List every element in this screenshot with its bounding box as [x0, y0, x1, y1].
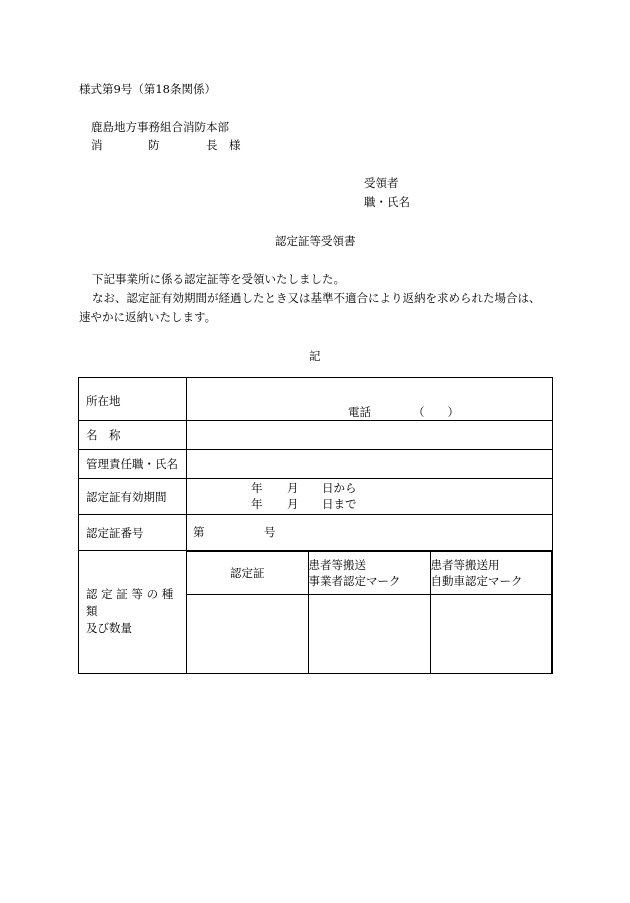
col-mark-line-2: 事業者認定マーク: [308, 574, 401, 588]
validity-from-year: 年: [251, 481, 263, 495]
name-field[interactable]: [187, 421, 553, 450]
types-grid: [187, 551, 552, 673]
cert-number-label: 認定証番号: [79, 515, 187, 551]
cert-number-field[interactable]: [187, 515, 553, 551]
address-field[interactable]: [187, 378, 553, 421]
phone-parens: （ ）: [413, 405, 459, 419]
mark-quantity-cell[interactable]: [308, 595, 430, 673]
validity-field[interactable]: [187, 479, 553, 515]
addressee-organization: 鹿島地方事務組合消防本部: [91, 120, 229, 134]
validity-to-day: 日まで: [322, 497, 357, 511]
vehicle-quantity-cell[interactable]: [430, 595, 552, 673]
validity-label: 認定証有効期間: [79, 479, 187, 515]
receiver-label: 受領者: [364, 176, 399, 190]
validity-to-month: 月: [287, 497, 299, 511]
phone-label: 電話: [348, 405, 371, 419]
col-vehicle-line-2: 自動車認定マーク: [430, 574, 523, 588]
col-vehicle-line-1: 患者等搬送用: [430, 558, 500, 572]
addressee-char-4: 様: [229, 138, 241, 152]
addressee-char-1: 消: [91, 138, 103, 152]
cert-number-prefix: 第: [193, 525, 205, 539]
address-label: 所在地: [79, 378, 187, 421]
manager-label: 管理責任職・氏名: [79, 450, 187, 479]
types-label: [79, 551, 187, 674]
cert-number-suffix: 号: [264, 525, 276, 539]
document-title: 認定証等受領書: [275, 234, 356, 248]
receiver-name-label: 職・氏名: [364, 195, 410, 209]
addressee-char-2: 防: [148, 138, 160, 152]
validity-from-month: 月: [287, 481, 299, 495]
body-line-2: なお、認定証有効期間が経過したとき又は基準不適合により返納を求められた場合は、: [92, 291, 541, 305]
manager-field[interactable]: [187, 450, 553, 479]
ki-heading: 記: [309, 349, 321, 363]
types-label-line-1: 認 定 証 等 の 種 類: [86, 587, 174, 619]
validity-from-day: 日から: [322, 481, 357, 495]
addressee-char-3: 長: [206, 138, 218, 152]
cert-quantity-cell[interactable]: [187, 595, 308, 673]
col-mark-line-1: 患者等搬送: [308, 558, 366, 572]
details-table: [78, 377, 553, 674]
name-label: 名 称: [79, 421, 187, 450]
col-mark-header: [308, 552, 430, 595]
form-number: 様式第9号（第18条関係）: [79, 82, 216, 96]
types-label-line-2: 及び数量: [86, 621, 132, 636]
types-grid-cell: [187, 551, 553, 674]
body-line-3: 速やかに返納いたします。: [79, 310, 217, 324]
col-vehicle-header: [430, 552, 552, 595]
body-line-1: 下記事業所に係る認定証等を受領いたしました。: [92, 272, 345, 286]
col-cert-header: 認定証: [187, 552, 308, 595]
validity-to-year: 年: [251, 497, 263, 511]
